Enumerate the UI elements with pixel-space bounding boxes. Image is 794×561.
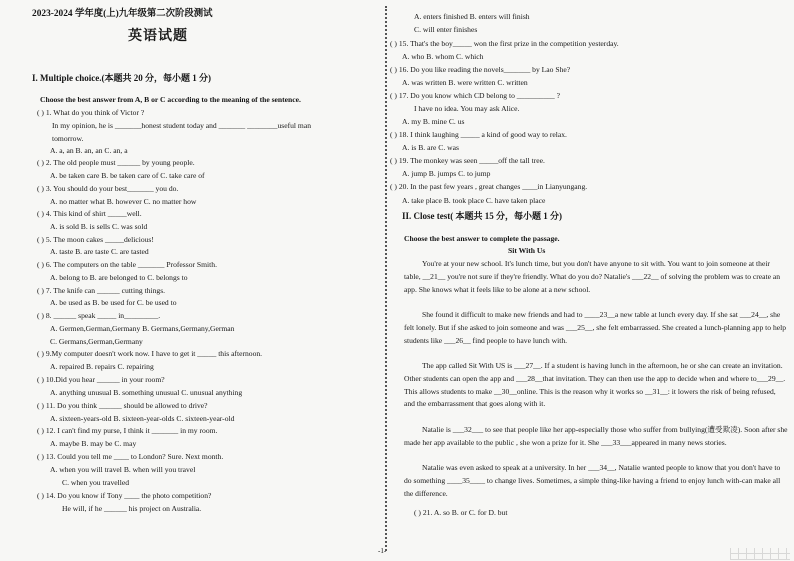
question-line: A. sixteen-years-old B. sixteen-year-olds C. sixteen-year-old: [50, 414, 235, 423]
question-line: A. maybe B. may be C. may: [50, 439, 137, 448]
question-line: ( ) 13. Could you tell me ____ to London? Sure. Next month.: [37, 452, 224, 461]
question-line: He will, if he ______ his project on Australia.: [62, 504, 202, 513]
left-column: [0, 0, 388, 561]
corner-grid-mark: [730, 548, 790, 560]
question-line: ( ) 19. The monkey was seen _____off the tall tree.: [390, 156, 545, 165]
question-line: ( ) 5. The moon cakes _____delicious!: [37, 235, 154, 244]
question-line: A. a, an B. an, an C. an, a: [50, 146, 128, 155]
question-line: A. is sold B. is sells C. was sold: [50, 222, 148, 231]
question-line: A. enters finished B. enters will finish: [414, 12, 530, 21]
question-line: ( ) 9.My computer doesn't work now. I have to get it _____ this afternoon.: [37, 349, 263, 358]
question-line: A. belong to B. are belonged to C. belongs to: [50, 273, 188, 282]
question-line: A. who B. whom C. which: [402, 52, 484, 61]
question-line: tomorrow.: [52, 134, 84, 143]
question-21-options: ( ) 21. A. so B. or C. for D. but: [414, 508, 508, 517]
question-line: ( ) 15. That's the boy_____ won the first prize in the competition yesterday.: [390, 39, 619, 48]
exam-title: 2023-2024 学年度(上)九年级第二次阶段测试: [32, 9, 213, 19]
section1-heading: I. Multiple choice.(本题共 20 分，每小题 1 分): [32, 73, 211, 83]
section2-heading: II. Close test( 本题共 15 分，每小题 1 分): [402, 211, 562, 221]
subject-title: 英语试题: [128, 29, 188, 44]
passage-paragraph: She found it difficult to make new friends and had to ____23__a new table at lunch every day. If she sat ___24__, she felt lonely. But if she asked to join someone and was ___25__, she felt embarrassed. She created a lunch-planning app to help students like ___26__ find people to have lunch with.: [404, 310, 787, 345]
question-line: A. no matter what B. however C. no matter how: [50, 197, 197, 206]
question-line: A. be taken care B. be taken care of C. take care of: [50, 171, 205, 180]
question-line: A. repaired B. repairs C. repairing: [50, 362, 154, 371]
column-divider: [385, 6, 387, 551]
passage-paragraph: Natalie was even asked to speak at a university. In her ___34__, Natalie wanted people to know that you don't have to do something ____35____ to change lives. Sometimes, a simple thing-like having a friend to enjoy lunch with-can make all the difference.: [404, 463, 781, 498]
question-line: A. was written B. were written C. written: [402, 78, 528, 87]
question-line: A. anything unusual B. something unusual C. unusual anything: [50, 388, 243, 397]
question-line: A. is B. are C. was: [402, 143, 459, 152]
question-line: ( ) 18. I think laughing _____ a kind of good way to relax.: [390, 130, 567, 139]
question-line: A. my B. mine C. us: [402, 117, 465, 126]
passage-paragraph: The app called Sit With US is ___27__. If a student is having lunch in the afternoon, he or she can create an invitation. Other students can open the app and ___28__that invitation. They can then use the app to decide when and where to___29__. This allows students to make __30__online. This is the reason why it works so __31__: it lowers the risk of being refused, and the embarrassment that goes along with it.: [404, 361, 786, 409]
question-line: In my opinion, he is _______honest student today and _______ ________useful man: [52, 121, 312, 130]
section1-instruction: Choose the best answer from A, B or C according to the meaning of the sentence.: [40, 95, 301, 104]
question-line: ( ) 12. I can't find my purse, I think it _______ in my room.: [37, 426, 218, 435]
passage-paragraph: Natalie is ___32___ to see that people like her app-especially those who suffer from bullying(遭受欺凌). Soon after she made her app available to the public , she won a prize for it. She ___33___appeared in many news stories.: [404, 425, 788, 447]
question-line: ( ) 11. Do you think ______ should be allowed to drive?: [37, 401, 208, 410]
passage-paragraph: You're at your new school. It's lunch time, but you don't have anyone to sit with. You want to join someone at their table, __21__ you're not sure if they're friendly. What do you do? Natalie's ___22__ of solving the problem was to create an app. She knows what it feels like to be alone at a new school.: [404, 259, 781, 294]
right-column: [390, 0, 794, 561]
section2-instruction: Choose the best answer to complete the passage.: [404, 234, 560, 243]
question-line: ( ) 4. This kind of shirt _____well.: [37, 209, 142, 218]
question-line: A. be used as B. be used for C. be used to: [50, 298, 177, 307]
question-line: ( ) 14. Do you know if Tony ____ the photo competition?: [37, 491, 212, 500]
question-line: A. take place B. took place C. have taken place: [402, 196, 546, 205]
question-line: ( ) 2. The old people must ______ by young people.: [37, 158, 195, 167]
question-line: ( ) 7. The knife can ______ cutting things.: [37, 286, 166, 295]
question-line: C. when you travelled: [62, 478, 130, 487]
question-line: ( ) 17. Do you know which CD belong to __________ ?: [390, 91, 560, 100]
question-line: A. taste B. are taste C. are tasted: [50, 247, 149, 256]
question-line: ( ) 20. In the past few years , great changes ____in Lianyungang.: [390, 182, 588, 191]
page-number: -1-: [378, 547, 387, 555]
question-line: ( ) 10.Did you hear ______ in your room?: [37, 375, 165, 384]
question-line: A. jump B. jumps C. to jump: [402, 169, 491, 178]
question-line: I have no idea. You may ask Alice.: [414, 104, 520, 113]
question-line: ( ) 1. What do you think of Victor ?: [37, 108, 145, 117]
passage-title: Sit With Us: [508, 246, 546, 255]
question-line: ( ) 3. You should do your best_______ you do.: [37, 184, 179, 193]
question-line: C. will enter finishes: [414, 25, 478, 34]
question-line: C. Germans,German,Germany: [50, 337, 143, 346]
question-line: ( ) 6. The computers on the table _______ Professor Smith.: [37, 260, 217, 269]
question-line: A. when you will travel B. when will you travel: [50, 465, 196, 474]
question-line: A. Germen,German,Germany B. Germans,Germany,German: [50, 324, 235, 333]
question-line: ( ) 16. Do you like reading the novels_______ by Lao She?: [390, 65, 571, 74]
question-line: ( ) 8. ______ speak _____ in_________.: [37, 311, 161, 320]
